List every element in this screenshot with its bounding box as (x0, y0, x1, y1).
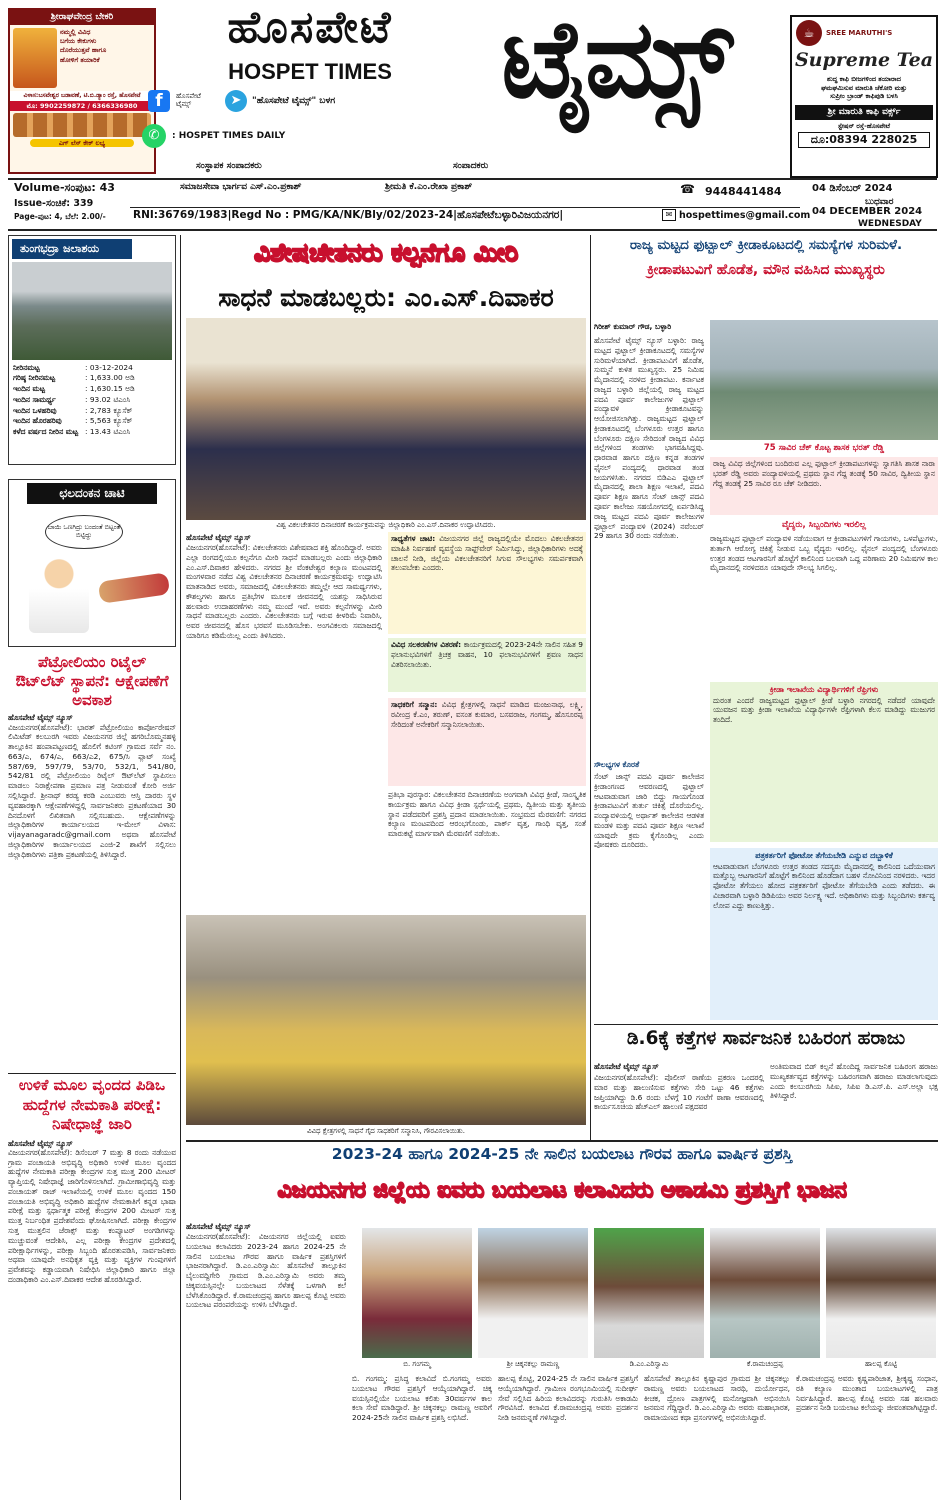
email-icon: ✉ (662, 209, 676, 221)
date-kannada: 04 ಡಿಸೆಂಬರ್ 2024 (812, 183, 893, 194)
tea-title: Supreme Tea (794, 49, 934, 71)
ulike-article (8, 1076, 176, 1500)
telegram-icon[interactable]: ➤ (225, 90, 247, 112)
dam-row (13, 427, 171, 438)
football-box-2-body: ಆಟವಾಡುವಾಗ ಬೆಂಗಳೂರು ಉತ್ತರ ತಂಡದ ಸದಸ್ಯರು ಮೈದಾನದಲ್ಲಿ ಕಾಲಿನಿಂದ ಒದೆಯುವಾಗ ಮತ್ತೊಬ್ಬ ಆಟಗಾರನಿಗೆ ಹೊಟ್ಟೆಗೆ ಕಾಲಿನಿಂದ ಹೊಡೆದಾಗ ಬಹಳ ನೋವಿನಿಂದ ನರಳಿದರು. ಇದರ ಫೋಟೋ ತೆಗೆಯಲು ಹೋದ ಪತ್ರಕರ್ತರಿಗೆ ಫೋಟೋ ತೆಗೆಯಬೇಡಿ ಎಂದು ತಡೆದರು. ಈ ವಿಚಾರವಾಗಿ ಬಳ್ಳಾರಿ ಡಿಡಿಪಿಯು ಅವರ ನಿರ್ಲಕ್ಷ್ಯ ಇದೆ. ಅಧಿಕಾರಿಗಳು ಮತ್ತು ಸಿಬ್ಬಂದಿಗಳು ಕರ್ತವ್ಯ ಲೋಪ ಎದ್ದು ಕಾಣುತ್ತಿತ್ತು. (713, 861, 935, 910)
tea-address: ಸ್ಟೇಷನ್ ರಸ್ತೆ-ಹೊಸಪೇಟೆ (837, 122, 891, 131)
dam-row (13, 416, 171, 427)
bakery-ad-title: ಶ್ರೀರಾಘವೇಂದ್ರ ಬೇಕರಿ (10, 10, 154, 25)
ulike-headline: ಉಳಿಕೆ ಮೂಲ ವೃಂದದ ಪಿಡಿಒ ಹುದ್ದೆಗಳ ನೇಮಕಾತಿ ಪರೀಕ್ಷೆ: ನಿಷೇಧಾಜ್ಞೆ ಜಾರಿ (18, 1076, 166, 1133)
ulike-body: ವಿಜಯನಗರ(ಹೊಸಪೇಟೆ): ಡಿಸೆಂಬರ್ 7 ಮತ್ತು 8 ರಂದು ನಡೆಯುವ ಗ್ರಾಮ ಪಂಚಾಯತಿ ಅಭಿವೃದ್ಧಿ ಅಧಿಕಾರಿ ಉಳಿಕೆ ಮೂಲ ವೃಂದದ ಹುದ್ದೆಗಳ ನೇಮಕಾತಿ ಪರೀಕ್ಷಾ ಕೇಂದ್ರಗಳ ಸುತ್ತ ಮುತ್ತ 200 ಮೀಟರ್ ವ್ಯಾಪ್ತಿಯಲ್ಲಿ ನಿಷೇಧಾಜ್ಞೆ ಜಾರಿಗೊಳಿಸಲಾಗಿದೆ. ಗ್ರಾಮೀಣಾಭಿವೃದ್ಧಿ ಮತ್ತು ಪಂಚಾಯತ್ ರಾಜ್ ಇಲಾಖೆಯಲ್ಲಿ ಉಳಿಕೆ ಮೂಲ ವೃಂದದ 150 ಪಂಚಾಯತಿ ಅಭಿವೃದ್ಧಿ ಅಧಿಕಾರಿ ಹುದ್ದೆಗಳ ನೇಮಕಾತಿಗೆ ಕನ್ನಡ ಭಾಷಾ ಪರೀಕ್ಷೆ ಮತ್ತು ಸ್ಪರ್ಧಾತ್ಮಕ ಪರೀಕ್ಷೆ ಕೇಂದ್ರಗಳ 200 ಮೀಟರ್ ಸುತ್ತ ಮುತ್ತ ನಿರ್ಬಂಧಿತ ಪ್ರದೇಶವೆಂದು ಘೋಷಿಸಲಾಗಿದೆ. ಪರೀಕ್ಷಾ ಕೇಂದ್ರಗಳ ಸುತ್ತ ಮುತ್ತಲಿನ ಜೆರಾಕ್ಸ್ ಮತ್ತು ಕಂಪ್ಯೂಟರ್ ಅಂಗಡಿಗಳನ್ನು ಮುಚ್ಚುವಂತೆ ಆದೇಶಿಸಿ, ಎಲ್ಲ ಪರೀಕ್ಷಾ ಕೇಂದ್ರಗಳ ಪ್ರದೇಶದಲ್ಲಿ ಪರೀಕ್ಷಾರ್ಥಿಗಳನ್ನು, ಪರೀಕ್ಷಾ ಸಿಬ್ಬಂದಿ ಹೊರತುಪಡಿಸಿ, ಸಾರ್ವಜನಿಕರು ಅಥವಾ ಯಾವುದೇ ಅನಧಿಕೃತ ವ್ಯಕ್ತಿ ಮತ್ತು ವ್ಯಕ್ತಿಗಳ ಗುಂಪುಗಳಿಗೆ ಪ್ರವೇಶವನ್ನು ಕಡ್ಡಾಯವಾಗಿ ನಿಷೇಧಿಸಿ ಜಿಲ್ಲಾಧಿಕಾರಿ ಹಾಗೂ ಜಿಲ್ಲಾ ದಂಡಾಧಿಕಾರಿ ಎಂ.ಎಸ್.ದಿವಾಕರ ಆದೇಶ ಹೊರಡಿಸಿದ್ದಾರೆ. (8, 1147, 176, 1284)
petrol-body: ವಿಜಯನಗರ(ಹೊಸಪೇಟೆ): ಭಾರತ್ ಪೆಟ್ರೋಲಿಯಂ ಕಾರ್ಪೋರೇಷನ್ ಲಿಮಿಟೆಡ್ ಕಲಬುರಗಿ ಇವರು ವಿಜಯನಗರ ಜಿಲ್ಲೆ ಹಗರಿಬೊಮ್ಮನಹಳ್ಳಿ ತಾಲ್ಲೂಕಿನ ಹಂಪಾಪಟ್ಟಣದಲ್ಲಿ ಹೊಲಿಗೆ ಕಟಿಂಗ್ ಗ್ರಾಮದ ಸರ್ವೆ ನಂ. 663/ಎ, 674/ಎ, 663/ಎ2, 675/ಸಿ ಪ್ಲಾಟ್ ಸಂಖ್ಯೆ 587/69, 597/79, 53/70, 532/1, 541/80, 542/81 ರಲ್ಲಿ ಪೆಟ್ರೋಲಿಯಂ ರಿಟೈಲ್ ಔಟ್‌ಲೆಟ್ ಸ್ಥಾಪಿಸಲು ಮಾಡಲು ನಿರಾಕ್ಷೇಪಣಾ ಪ್ರಮಾಣ ಪತ್ರ ನೀಡುವಂತೆ ಕೋರಿ ಅರ್ಜಿ ಸಲ್ಲಿಸಿದ್ದಾರೆ. ಶ್ರೀನಾಥ್ ಕರಡ್ಯ ಕರಡಿ ಎಂಬುವರು ಆಸ್ತಿ ದಾರರು ಸ್ಥಳ ವ್ಯವಹಾರಕ್ಕಾಗಿ ಆಕ್ಷೇಪಣೆಗಳಿದ್ದಲ್ಲಿ ಸಾರ್ವಜನಿಕರು ಪ್ರಕಟಣೆಯಾದ 30 ದಿನದೊಳಗೆ ಲಿಖಿತವಾಗಿ ಸಲ್ಲಿಸಬಹುದು. ಆಕ್ಷೇಪಣೆಗಳನ್ನು ಜಿಲ್ಲಾಧಿಕಾರಿಗಳ ಕಾರ್ಯಾಲಯದ ಇ-ಮೇಲ್ ವಿಳಾಸ: vijayanagaradc@gmail.com ಅಥವಾ ಹೊಸಪೇಟೆ ಜಿಲ್ಲಾಧಿಕಾರಿಗಳ ಕಾರ್ಯಾಲಯದ ಎಂಜಿ-2 ಶಾಖೆಗೆ ಸಲ್ಲಿಸಲು ಜಿಲ್ಲಾಧಿಕಾರಿಗಳು ಪತ್ರಿಕಾ ಪ್ರಕಟಣೆಯಲ್ಲಿ ತಿಳಿಸಿದ್ದಾರೆ. (8, 722, 176, 859)
football-check-title: 75 ಸಾವಿರ ಚೆಕ್ ಕೊಟ್ಟ ಶಾಸಕ ಭರತ್ ರೆಡ್ಡಿ (763, 443, 885, 453)
left-bakery-ad (8, 8, 156, 174)
founder-label: ಸಂಸ್ಥಾಪಕ ಸಂಪಾದಕರು (196, 161, 262, 171)
football-col2b: ರಾಜ್ಯಮಟ್ಟದ ಫುಟ್ಬಾಲ್ ಪಂದ್ಯಾವಳಿ ನಡೆಯುವಾಗ ಆ ಕ್ರೀಡಾಪಟುಗಳಿಗೆ ಗಾಯಗಳು, ಒಳಪೆಟ್ಟುಗಳು, ತುರ್ತಾಗಿ ಆರೋಗ್ಯ ಚಿಕಿತ್ಸೆ ನೀಡುವ ಒಬ್ಬ ವೈದ್ಯರು ಇರಲಿಲ್ಲ. ಫೈನಲ್ ಪಂದ್ಯದಲ್ಲಿ ಬೆಂಗಳೂರು ಉತ್ತರ ತಂಡದ ಆಟಗಾರನಿಗೆ ಹೊಟ್ಟೆಗೆ ಕಾಲಿನಿಂದ ಬಲವಾಗಿ ಒದ್ದ ಪರಿಣಾಮ 20 ನಿಮಿಷಗಳ ಕಾಲ ಮೈದಾನದಲ್ಲಿ ನರಳಿದರೂ ಯಾವುದೇ ಸೌಲಭ್ಯ ಸಿಗಲಿಲ್ಲ. (710, 534, 938, 573)
dam-row-label: ಇಂದಿನ ಒಳಹರಿವು (13, 405, 57, 415)
cartoon-figure (29, 559, 89, 633)
lead-box-2-title: ವಿವಿಧ ಸಲಕರಣೆಗಳ ವಿತರಣೆ: (391, 640, 462, 649)
dam-box (8, 235, 176, 465)
football-dateline: ಗಿರೀಶ್ ಕುಮಾರ್ ಗೌಡ, ಬಳ್ಳಾರಿ (594, 322, 672, 331)
football-col1b: ಸೆಂಟ್ ಜಾನ್ಸ್ ಪದವಿ ಪೂರ್ವ ಕಾಲೇಜಿನ ಕ್ರೀಡಾಂಗಣದ ಆವರಣದಲ್ಲಿ ಫುಟ್ಬಾಲ್ ಆಟವಾಡುವಾಗ ಜಾರಿ ಬಿದ್ದು ಗಾಯಗೊಂಡ ಕ್ರೀಡಾಪಟುವಿಗೆ ತುರ್ತು ಚಿಕಿತ್ಸೆ ದೊರೆಯಲಿಲ್ಲ. ಪಂದ್ಯಾವಳಿಯಲ್ಲಿ ಅರ್ಥಾತ್ ಕಾಲೇಜಿನ ಆಡಳಿತ ಮಂಡಳಿ ಮತ್ತು ಪದವಿ ಪೂರ್ವ ಶಿಕ್ಷಣ ಇಲಾಖೆ ಯಾವುದೇ ಕ್ರಮ ಕೈಗೊಂಡಿಲ್ಲ ಎಂದು ಪೋಷಕರು ದೂರಿದರು. (594, 772, 704, 850)
dam-row-value: : 1,633.00 ಅಡಿ (85, 373, 135, 383)
lead-photo-2-caption: ವಿವಿಧ ಕ್ಷೇತ್ರಗಳಲ್ಲಿ ಸಾಧನೆ ಗೈದ ಸಾಧಕರಿಗೆ ಸನ್ಮಾನಿಸಿ, ಗೌರವಿಸಲಾಯಿತು. (306, 1127, 466, 1135)
auction-col1: ವಿಜಯನಗರ(ಹೊಸಪೇಟೆ): ಪೊಲೀಸ್ ಠಾಣೆಯ ಪ್ರಕರಣ ಒಂದರಲ್ಲಿ ಮಾರ ಮತ್ತು ಹಾಲುಣಿಸುವ ಕತ್ತೆಗಳು ಸೇರಿ ಒಟ್ಟು 46 ಕತ್ತೆಗಳು ಜಪ್ತಿಯಾಗಿದ್ದು ಡಿ.6 ರಂದು ಬೆಳಗ್ಗೆ 10 ಗಂಟೆಗೆ ಠಾಣಾ ಆವರಣದಲ್ಲಿ ಕಾರ್ಯಸೂಚಿಯ ಹೆಚ್‌ಎಲ್ ಹಾಲುಣಿ ಪಕ್ಷದವರ (594, 1073, 764, 1112)
lead-col2-body: ಪ್ರತಿಭಾ ಪುರಸ್ಕಾರ: ವಿಕಲಚೇತನರ ದಿನಾಚರಣೆಯ ಅಂಗವಾಗಿ ವಿವಿಧ ಕ್ರೀಡೆ, ಸಾಂಸ್ಕೃತಿಕ ಕಾರ್ಯಕ್ರಮ ಹಾಗೂ ವಿವಿಧ ಕ್ರೀಡಾ ಸ್ಪರ್ಧೆಯಲ್ಲಿ ಪ್ರಥಮ, ದ್ವಿತೀಯ ಮತ್ತು ತೃತೀಯ ಸ್ಥಾನ ಪಡೆದವರಿಗೆ ಪ್ರಶಸ್ತಿ ಪ್ರದಾನ ಮಾಡಲಾಯಿತು. ಸಂಭ್ರಮದ ಮೆರವಣಿಗೆ: ನಗರದ ಕಲ್ಯಾಣ ಮಂಟಪದಿಂದ ಆರಂಭಗೊಂಡು, ಪಾರ್ಕ್ ವೃತ್ತ, ಗಾಂಧಿ ವೃತ್ತ, ಸಂತೆ ಮಾರುಕಟ್ಟೆ ಮಾರ್ಗವಾಗಿ ಮೆರವಣಿಗೆ ನಡೆಯಿತು. (388, 790, 586, 839)
lead-box-2-body: ಕಾರ್ಯಕ್ರಮದಲ್ಲಿ 2023-24ನೇ ಸಾಲಿನ ಸಹಿತ 9 ಫಲಾನುಭವಿಗಳಿಗೆ ತ್ರಿಚಕ್ರ ವಾಹನ, 10 ಫಲಾನುಭವಿಗಳಿಗೆ ಶ್ರವಣ ಸಾಧನ ವಿತರಿಸಲಾಯಿತು. (391, 640, 583, 669)
title-kannada: ಹೊಸಪೇಟೆ (227, 2, 393, 53)
portrait-2-name: ಶ್ರೀ ಚಿಕ್ಕನಕಲ್ಲು ರಾಮಣ್ಣ (506, 1360, 560, 1368)
auction-headline: ಡಿ.6ಕ್ಕೆ ಕತ್ತೆಗಳ ಸಾರ್ವಜನಿಕ ಬಹಿರಂಗ ಹರಾಜು (626, 1028, 906, 1049)
football-box-2 (710, 848, 938, 1020)
lead-dateline: ಹೊಸಪೇಟೆ ಟೈಮ್ಸ್ ನ್ಯೂಸ್ (186, 533, 251, 542)
football-headline-1: ರಾಜ್ಯ ಮಟ್ಟದ ಫುಟ್ಬಾಲ್ ಕ್ರೀಡಾಕೂಟದಲ್ಲಿ ಸಮಸ್ಯೆಗಳ ಸುರಿಮಳೆ. (629, 237, 903, 253)
cartoon-bubble: ಬಾಯಿ ಒಣಗಿದ್ರು ಬಂದಂತೆ ಬಿಟ್ಟಂತೆ ಬಿಟ್ಟಿದ್ದು (45, 515, 123, 549)
lead-headline-1: ವಿಶೇಷಚೇತನರು ಕಲ್ಪನೆಗೂ ಮೀರಿ (253, 238, 519, 267)
founder-name: ಸಮಾಜಸೇವಾ ಭಾರ್ಗವ ಎಸ್.ಎಂ.ಪ್ರಕಾಶ್ (180, 182, 302, 192)
lead-photo-2 (186, 915, 586, 1125)
bakery-line-4: ಹೋಳಿಗೆ ತಯಾರಿಕೆ (60, 55, 100, 64)
ulike-dateline: ಹೊಸಪೇಟೆ ಟೈಮ್ಸ್ ನ್ಯೂಸ್ (8, 1138, 73, 1148)
bakery-line-2: ಬಗೆಯ ಕೇಕುಗಳು (60, 37, 97, 46)
tea-line-1: ಶುದ್ಧ ಕಾಫಿ ಬೀಜಗಳಿಂದ ತಯಾರಾದ (827, 74, 901, 83)
football-box-2-title: ಪತ್ರಕರ್ತರಿಗೆ ಫೋಟೋ ತೆಗೆಯಬೇಡಿ ಎನ್ನುವ ದಬ್ಬಾಳಿಕೆ (755, 851, 893, 860)
dam-row-label: ಇಂದಿನ ಸಾಮರ್ಥ್ಯ (13, 394, 56, 404)
issue: Issue-ಸಂಚಿಕೆ: 339 (14, 198, 94, 209)
lead-photo-caption: ವಿಶ್ವ ವಿಕಲಚೇತನರ ದಿನಾಚರಣೆ ಕಾರ್ಯಕ್ರಮವನ್ನು ಜಿಲ್ಲಾಧಿಕಾರಿ ಎಂ.ಎಸ್.ದಿವಾಕರ ಉದ್ಘಾಟಿಸಿದರು. (276, 521, 496, 529)
whatsapp-label: : HOSPET TIMES DAILY (172, 131, 286, 141)
award-col1: ವಿಜಯನಗರ(ಹೊಸಪೇಟೆ): ವಿಜಯನಗರ ಜಿಲ್ಲೆಯಲ್ಲಿ ಐವರು ಬಯಲಾಟ ಕಲಾವಿದರು 2023-24 ಹಾಗೂ 2024-25 ನೇ ಸಾಲಿನ ಬಯಲಾಟ ಗೌರವ ಹಾಗೂ ವಾರ್ಷಿಕ ಪ್ರಶಸ್ತಿಗಳಿಗೆ ಭಾಜನರಾಗಿದ್ದಾರೆ. ಡಿ.ಎಂ.ಎರಿಸ್ವಾಮಿ: ಹೊಸಪೇಟೆ ತಾಲ್ಲೂಕಿನ ಬೈಲುವದ್ದಿಗೇರಿ ಗ್ರಾಮದ ಡಿ.ಎಂ.ಎರಿಸ್ವಾಮಿ ಅವರು ತಮ್ಮ ಚಿಕ್ಕವಯಸ್ಸಿನಲ್ಲೇ ಬಯಲಾಟದ ಸೆಳೆತಕ್ಕೆ ಒಳಗಾಗಿ ಕಲೆ ಬೆಳೆಸಿಕೊಂಡಿದ್ದಾರೆ. ಕೆ.ರಾಮಚಂದ್ರಪ್ಪ ಹಾಗೂ ಹಾಲಪ್ಪ ಕೊಟ್ಟಿ ಅವರು ಬಯಲಾಟ ಪರಂಪರೆಯನ್ನು ಉಳಿಸಿ ಬೆಳೆಸಿದ್ದಾರೆ. (186, 1232, 346, 1310)
editor-label: ಸಂಪಾದಕರು (453, 161, 489, 171)
dam-row (13, 406, 171, 417)
lead-box-2 (388, 638, 586, 692)
lead-photo (186, 318, 586, 520)
football-box (710, 682, 938, 842)
dam-row-value: : 03-12-2024 (85, 362, 133, 372)
portrait-5-name: ಹಾಲಪ್ಪ ಕೊಟ್ಟಿ (864, 1360, 898, 1368)
dam-row-label: ಕಳೆದ ವರ್ಷದ ನೀರಿನ ಮಟ್ಟ (13, 427, 79, 437)
bakery-phone: ಮೊ: 9902259872 / 6366336980 (10, 101, 154, 111)
dam-row-label: ಇಂದಿನ ಹೊರಹರಿವು (13, 416, 62, 426)
portrait-1 (362, 1228, 472, 1358)
football-col1: ಹೊಸಪೇಟೆ ಟೈಮ್ಸ್ ನ್ಯೂಸ್ ಬಳ್ಳಾರಿ: ರಾಜ್ಯ ಮಟ್ಟದ ಫುಟ್ಬಾಲ್ ಕ್ರೀಡಾಕೂಟದಲ್ಲಿ ಸಮಸ್ಯೆಗಳ ಸುರಿಮಳೆಯಾಗಿದೆ. ಕ್ರೀಡಾಪಟುವಿಗೆ ಹೊಡೆತ, ಸುಮ್ಮನೆ ಕುಳಿತ ಮುಖ್ಯಸ್ಥರು. 25 ನಿಮಿಷ ಮೈದಾನದಲ್ಲಿ ನರಳಿದ ಕ್ರೀಡಾಪಟು. ಕರ್ನಾಟಕ ರಾಜ್ಯದ ಬಳ್ಳಾರಿ ಜಿಲ್ಲೆಯಲ್ಲಿ ರಾಜ್ಯ ಮಟ್ಟದ ಪದವಿ ಪೂರ್ವ ಕಾಲೇಜುಗಳ ಫುಟ್ಬಾಲ್ ಪಂದ್ಯಾವಳಿ ಕ್ರೀಡಾಕೂಟವನ್ನು ಆಯೋಜಿಸಲಾಗಿತ್ತು. ರಾಜ್ಯಮಟ್ಟದ ಫುಟ್ಬಾಲ್ ಕ್ರೀಡಾಕೂಟದಲ್ಲಿ ಬೆಂಗಳೂರು ಉತ್ತರ ಹಾಗೂ ಬೆಂಗಳೂರು ದಕ್ಷಿಣ ಸೇರಿದಂತೆ ರಾಜ್ಯದ ವಿವಿಧ ಜಿಲ್ಲೆಗಳಿಂದ ತಂಡಗಳು ಭಾಗವಹಿಸಿದ್ದವು. ಧಾರವಾಡ ಹಾಗೂ ದಕ್ಷಿಣ ಕನ್ನಡ ತಂಡಗಳ ಫೈನಲ್ ಪಂದ್ಯದಲ್ಲಿ ಧಾರವಾಡ ತಂಡ ಜಯಗಳಿಸಿತು. ನಗರದ ಬಿಡಿಎಎ ಫುಟ್ಬಾಲ್ ಮೈದಾನದಲ್ಲಿ ಶಾಲಾ ಶಿಕ್ಷಣ ಇಲಾಖೆ, ಪದವಿ ಪೂರ್ವ ಶಿಕ್ಷಣ ಹಾಗೂ ಸೆಂಟ್ ಜಾನ್ಸ್ ಪದವಿ ಪೂರ್ವ ಕಾಲೇಜು ಸಹಯೋಗದಲ್ಲಿ ಏರ್ಪಡಿಸಿದ್ದ ರಾಜ್ಯ ಮಟ್ಟದ ಪದವಿ ಪೂರ್ವ ಕಾಲೇಜುಗಳ ಫುಟ್ಬಾಲ್ ಪಂದ್ಯಾವಳಿ (2024) ನವೆಂಬರ್ 29 ಹಾಗೂ 30 ರಂದು ನಡೆಯಿತು. (594, 336, 704, 541)
tea-line-2: ಘಮಘಮಿಸುವ ಮಾರುತಿ ಚೆಕೋರಿ ಮತ್ತು (821, 83, 907, 92)
phone-number: 9448441484 (705, 185, 782, 198)
pages-price: Page-ಪುಟ: 4, ಬೆಲೆ: 2.00/- (14, 212, 106, 221)
bakery-line-1: ನಮ್ಮಲ್ಲಿ ವಿವಿಧ (60, 28, 91, 37)
portrait-4 (710, 1228, 820, 1358)
dam-row (13, 373, 171, 384)
lead-headline-2: ಸಾಧನೆ ಮಾಡಬಲ್ಲರು: ಎಂ.ಎಸ್.ದಿವಾಕರ (218, 283, 554, 312)
dam-row (13, 363, 171, 374)
petrol-dateline: ಹೊಸಪೇಟೆ ಟೈಮ್ಸ್ ನ್ಯೂಸ್ (8, 713, 73, 723)
tea-brand: SREE MARUTHI'S (826, 28, 893, 37)
portrait-5 (826, 1228, 936, 1358)
football-box-body: ದುರಂತ ಎಂದರೆ ರಾಜ್ಯಮಟ್ಟದ ಫುಟ್ಬಾಲ್ ಕ್ರೀಡೆ ಬಳ್ಳಾರಿ ನಗರದಲ್ಲಿ ನಡೆದರೆ ಯಾವುದೇ ಯುವಜನ ಮತ್ತು ಕ್ರೀಡಾ ಇಲಾಖೆಯ ವಿದ್ಯಾರ್ಥಿಗಳೇ ರೆಫ್ರಿಗಳಾಗಿ ಕೆಲಸ ಮಾಡಿದ್ದು ಮುಜುಗರ ತಂದಿದೆ. (713, 695, 935, 725)
lead-box-1 (388, 532, 586, 634)
phone-icon: ☎ (680, 182, 695, 196)
facebook-icon[interactable]: f (148, 90, 170, 112)
tea-company: ಶ್ರೀ ಮಾರುತಿ ಕಾಫಿ ವರ್ಕ್ಸ್ (795, 105, 933, 120)
dam-row (13, 395, 171, 406)
cartoon-arm (98, 572, 170, 604)
bakery-footer: ಎಗ್ ಲೆಸ್ ಕೇಕ್ ಲಭ್ಯ (30, 139, 134, 147)
auction-col2: ಅಂತಿಮವಾದ ಬಿಡ್ ಕಲ್ಪನೆ ಹೊಂದಿದ್ದ ಸಾರ್ವಜನಿಕ ಬಹಿರಂಗ ಹರಾಜು ಮುಖ್ಯಕರ್ತವ್ಯದ ಕತ್ತೆಗಳನ್ನು ಬಹಿರಂಗವಾಗಿ ಹರಾಜು ಮಾಡಲಾಗುವುದು ಎಂದು ಕಲಬುರಗಿಯ ಸಿಪಿಐ, ಸಿಪಿಐ ಡಿ.ಎಸ್.ಪಿ. ಎಸ್.ಅಲ್ಲಾ ಭಕ್ಷ ತಿಳಿಸಿದ್ದಾರೆ. (770, 1062, 938, 1101)
dam-title: ತುಂಗಭದ್ರಾ ಜಲಾಶಯ (12, 239, 132, 259)
lead-col1: ವಿಜಯನಗರ(ಹೊಸಪೇಟೆ): ವಿಕಲಚೇತನರು ವಿಶೇಷವಾದ ಶಕ್ತಿ ಹೊಂದಿದ್ದಾರೆ. ಅವರು ಎಲ್ಲಾ ರಂಗದಲ್ಲಿಯೂ ಕಲ್ಪನೆಗೂ ಮೀರಿ ಸಾಧನೆ ಮಾಡಬಲ್ಲರು ಎಂದು ಜಿಲ್ಲಾಧಿಕಾರಿ ಎಂ.ಎಸ್.ದಿವಾಕರ ಹೇಳಿದರು. ನಗರದ ಶ್ರೀ ವೆಂಕಟೇಶ್ವರ ಕಲ್ಯಾಣ ಮಂಟಪದಲ್ಲಿ ಮಂಗಳವಾರ ನಡೆದ ವಿಶ್ವ ವಿಕಲಚೇತನರ ದಿನಾಚರಣೆ ಕಾರ್ಯಕ್ರಮವನ್ನು ಉದ್ಘಾಟಿಸಿ ಮಾತನಾಡಿದ ಅವರು, ಸಮಾಜದಲ್ಲಿ ವಿಕಲಚೇತನರು ತಮ್ಮಲ್ಲೇ ಆದ ಸಾಮರ್ಥ್ಯಗಳು, ಕೌಶಲ್ಯಗಳು ಹಾಗೂ ಪ್ರತಿಭೆಗಳ ಮೂಲಕ ಜೀವನದಲ್ಲಿ ಯಶಸ್ಸು ಸಾಧಿಸಿರುವ ಹಲವಾರು ಉದಾಹರಣೆಗಳು ನಮ್ಮ ಮುಂದೆ ಇವೆ. ಅವರು ಕಲ್ಪನೆಗಳನ್ನು ಮೀರಿ ಸಾಧನೆ ಮಾಡಬಲ್ಲರು ಎಂದರು. ವಿಕಲಚೇತನರು ಬಗ್ಗೆ ಇರುವ ಕೀಳರಿಮೆ ನಿವಾರಿಸಿ, ಅವರ ಜೀವನದಲ್ಲಿ ಹೊಸ ಭರವಸೆ ಮೂಡಿಸಬೇಕು. ಅಂಗವಿಕಲರು ಸಮಾಜದಲ್ಲಿ ಯಾರಿಗೂ ಕಡಿಮೆಯಿಲ್ಲ ಎಂದು ತಿಳಿಸಿದರು. (186, 543, 382, 640)
dam-row-label: ಗರಿಷ್ಠ ನೀರಿನಮಟ್ಟ (13, 373, 56, 383)
bakery-line-3: ದೊರೆಯುತ್ತವೆ ಹಾಗೂ (60, 46, 107, 55)
tea-cup-icon: ☕ (796, 20, 822, 46)
dam-row (13, 384, 171, 395)
deity-image (13, 28, 57, 88)
portrait-3-name: ಡಿ.ಎಂ.ಎರಿಸ್ವಾಮಿ (629, 1360, 669, 1368)
lead-box-1-title: ಸಾಧ್ಯತೆಗಳ ಚಾಟಿ: (391, 534, 436, 543)
petrol-article (8, 653, 176, 1073)
portrait-2 (478, 1228, 588, 1358)
tea-line-3: ಸುಪ್ರೀಂ ಬ್ರಾಂಡ್ ಕಾಫಿಪುಡಿ ಬಳಸಿ (830, 92, 898, 101)
football-col1b-title: ಸೌಲಭ್ಯಗಳ ಕೊರತೆ (594, 760, 640, 769)
day-english: WEDNESDAY (858, 219, 922, 229)
day-kannada: ಬುಧವಾರ (865, 197, 894, 207)
lead-box-1-body: ವಿಜಯನಗರ ಜಿಲ್ಲೆ ರಾಜ್ಯದಲ್ಲಿಯೇ ಮೊದಲು ವಿಕಲಚೇತನರ ಮಾಹಿತಿ ನಿರ್ವಹಣೆ ವ್ಯವಸ್ಥೆಯ ಸಾಫ್ಟ್‌ವೇರ್ ನಿರ್ಮಿಸಿದ್ದು, ಜಿಲ್ಲಾಧಿಕಾರಿಗಳು ಅದಕ್ಕೆ ಚಾಲನೆ ನೀಡಿ, ಜಿಲ್ಲೆಯ ವಿಕಲಚೇತನರಿಗೆ ಸಿಗುವ ಸೌಲಭ್ಯಗಳು ಸಮರ್ಪಕವಾಗಿ ತಲುಪಬೇಕು ಎಂದರು. (391, 534, 583, 573)
portrait-1-name: ಬಿ. ಗಂಗಮ್ಮ (403, 1360, 431, 1368)
dam-photo (12, 262, 172, 360)
football-photo (710, 320, 938, 440)
title-big-times: ಟೈಮ್ಸ್ (501, 0, 730, 122)
dam-row-label: ನೀರಿನಮಟ್ಟ (13, 362, 40, 372)
dam-row-label: ಇಂದಿನ ಮಟ್ಟ (13, 384, 45, 394)
tea-ad (790, 15, 938, 178)
email[interactable]: hospettimes@gmail.com (679, 210, 811, 221)
dam-row-value: : 13.43 ಟಿಎಂಸಿ (85, 427, 131, 437)
award-headline-1: 2023-24 ಹಾಗೂ 2024-25 ನೇ ಸಾಲಿನ ಬಯಲಾಟ ಗೌರವ ಹಾಗೂ ವಾರ್ಷಿಕ ಪ್ರಶಸ್ತಿ (331, 1145, 793, 1163)
award-col5: ಕೆ.ರಾಮಚಂದ್ರಪ್ಪ ಅವರು ಕೃಷ್ಣಪಾರಿಜಾತ, ಶ್ರೀಕೃಷ್ಣ ಸಂಧಾನ, ರತಿ ಕಲ್ಯಾಣ ಮುಂತಾದ ಬಯಲಾಟಗಳಲ್ಲಿ ಪಾತ್ರ ನಿರ್ವಹಿಸಿದ್ದಾರೆ. ಹಾಲಪ್ಪ ಕೊಟ್ಟಿ ಅವರು ಸಹ ಹಲವಾರು ಪ್ರದರ್ಶನ ನೀಡಿ ಬಯಲಾಟ ಕಲೆಯನ್ನು ಜೀವಂತವಾಗಿಟ್ಟಿದ್ದಾರೆ. (796, 1374, 938, 1413)
facebook-label: ಹೊಸಪೇಟೆ ಟೈಮ್ಸ್ (176, 92, 201, 108)
cartoon-title: ಛಲದಂಕನ ಚಾಟಿ (27, 483, 157, 504)
football-col2b-title: ವೈದ್ಯರು, ಸಿಬ್ಬಂದಿಗಳು ಇರಲಿಲ್ಲ (781, 520, 867, 530)
registration: RNI:36769/1983|Regd No : PMG/KA/NK/Bly/02/2023-24|ಹೊಸಪೇಟೆಬಳ್ಳಾರಿವಿಜಯನಗರ| (133, 209, 564, 221)
date-english: 04 DECEMBER 2024 (812, 206, 923, 217)
football-box-title: ಕ್ರೀಡಾ ಇಲಾಖೆಯ ವಿದ್ಯಾರ್ಥಿಗಳಿಗೆ ರೆಫ್ರಿಗಳು (769, 685, 879, 694)
bakery-address: ವಿಳಾಸ:ಬಸವೇಶ್ವರ ಬಡಾವಣೆ, ಟಿ.ಬಿ.ಡ್ಯಾಂ ರಸ್ತೆ, ಹೊಸಪೇಟೆ (10, 91, 154, 101)
whatsapp-icon[interactable]: ✆ (142, 124, 166, 148)
football-col2: ರಾಜ್ಯ ವಿವಿಧ ಜಿಲ್ಲೆಗಳಿಂದ ಬಂದಿರುವ ಎಲ್ಲ ಫುಟ್ಬಾಲ್ ಕ್ರೀಡಾಪಟುಗಳನ್ನು ಸ್ವಾಗತಿಸಿ ಶಾಸಕ ನಾರಾ ಭರತ್ ರೆಡ್ಡಿ ಅವರು ಪಂದ್ಯಾವಳಿಯಲ್ಲಿ ಪ್ರಥಮ ಸ್ಥಾನ ಗೆದ್ದ ತಂಡಕ್ಕೆ 50 ಸಾವಿರ, ದ್ವಿತೀಯ ಸ್ಥಾನ ಗೆದ್ದ ತಂಡಕ್ಕೆ 25 ಸಾವಿರ ರೂ ಚೆಕ್ ನೀಡಿದರು. (710, 457, 938, 515)
bakery-sweets-image (13, 113, 151, 137)
tea-phone: ದೂ:08394 228025 (798, 132, 930, 148)
award-col4: ಹೊಸಪೇಟೆ ತಾಲ್ಲೂಕಿನ ಕೃಷ್ಣಾಪುರ ಗ್ರಾಮದ ಶ್ರೀ ಚಿಕ್ಕನಕಲ್ಲು ರಾಮಣ್ಣ ಅವರು ಬಯಲಾಟದ ಸಾರಥಿ, ದುರ್ಯೋಧನ, ಕೀಚಕ, ದ್ರೋಣ ಪಾತ್ರಗಳಲ್ಲಿ ಮನೋಜ್ಞವಾಗಿ ಅಭಿನಯಿಸಿ ಜನಮನ ಗೆದ್ದಿದ್ದಾರೆ. ಡಿ.ಎಂ.ಎರಿಸ್ವಾಮಿ ಅವರು ಮಹಾಭಾರತ, ರಾಮಾಯಣದ ಕಥಾ ಪ್ರಸಂಗಗಳಲ್ಲಿ ಅಭಿನಯಿಸಿದ್ದಾರೆ. (644, 1374, 790, 1423)
volume: Volume-ಸಂಪುಟ: 43 (14, 181, 115, 194)
dam-row-value: : 1,630.15 ಅಡಿ (85, 384, 135, 394)
dam-row-value: : 93.02 ಟಿಎಂಸಿ (85, 394, 131, 404)
title-english: HOSPET TIMES (228, 59, 392, 84)
lead-box-3-body: ವಿವಿಧ ಕ್ಷೇತ್ರಗಳಲ್ಲಿ ಸಾಧನೆ ಮಾಡಿದ ಮಂಜುನಾಥ, ಲಕ್ಷ್ಮಿ, ರವೀಂದ್ರ ಕೆ.ಎಂ, ತರುಣ್, ವಸಂತ ಕುಮಾರ, ಬಸವರಾಜ, ಗಂಗಮ್ಮ, ಹೊಸೂರಪ್ಪ ಸೇರಿದಂತೆ ಅನೇಕರಿಗೆ ಸನ್ಮಾನಿಸಲಾಯಿತು. (391, 700, 583, 729)
portrait-4-name: ಕೆ.ರಾಮಚಂದ್ರಪ್ಪ (746, 1360, 784, 1368)
lead-box-3 (388, 698, 586, 786)
telegram-label: "ಹೊಸಪೇಟೆ ಟೈಮ್ಸ್" ಬಳಗ (252, 96, 336, 106)
auction-dateline: ಹೊಸಪೇಟೆ ಟೈಮ್ಸ್ ನ್ಯೂಸ್ (594, 1062, 659, 1071)
award-dateline: ಹೊಸಪೇಟೆ ಟೈಮ್ಸ್ ನ್ಯೂಸ್ (186, 1222, 251, 1231)
dam-row-value: : 2,783 ಕ್ಯೂಸೆಕ್ (85, 405, 133, 415)
lead-box-3-title: ಸಾಧಕರಿಗೆ ಸನ್ಮಾನ: (391, 700, 438, 709)
award-col3: ಹಾಲಪ್ಪ ಕೊಟ್ಟಿ, 2024-25 ನೇ ಸಾಲಿನ ವಾರ್ಷಿಕ ಪ್ರಶಸ್ತಿಗೆ ಆಯ್ಕೆಯಾಗಿದ್ದಾರೆ. ಗ್ರಾಮೀಣ ರಂಗಭೂಮಿಯಲ್ಲಿ ಸುದೀರ್ಘ ಸೇವೆ ಸಲ್ಲಿಸಿದ ಹಿರಿಯ ಕಲಾವಿದರನ್ನು ಗುರುತಿಸಿ ಅಕಾಡಮಿ ಗೌರವಿಸಿದೆ. ಕಲಾವಿದ ಕೆ.ರಾಮಚಂದ್ರಪ್ಪ ಅವರು ಪ್ರದರ್ಶನ ನೀಡಿ ಜನಮನ್ನಣೆ ಗಳಿಸಿದ್ದಾರೆ. (498, 1374, 638, 1423)
award-headline-2: ವಿಜಯನಗರ ಜಿಲ್ಲೆಯ ಐವರು ಬಯಲಾಟ ಕಲಾವಿದರು ಅಕಾಡಮಿ ಪ್ರಶಸ್ತಿಗೆ ಭಾಜನ (277, 1178, 847, 1203)
petrol-headline: ಪೆಟ್ರೋಲಿಯಂ ರಿಟೈಲ್ ಔಟ್‌ಲೆಟ್ ಸ್ಥಾಪನೆ: ಆಕ್ಷೇಪಣೆಗೆ ಅವಕಾಶ (15, 653, 169, 709)
cartoon-box (8, 479, 176, 647)
award-col2: ಬಿ. ಗಂಗಮ್ಮ: ಪ್ರಸಿದ್ಧ ಕಲಾವಿದೆ ಬಿ.ಗಂಗಮ್ಮ ಅವರು ಬಯಲಾಟ ಗೌರವ ಪ್ರಶಸ್ತಿಗೆ ಆಯ್ಕೆಯಾಗಿದ್ದಾರೆ. ಚಿಕ್ಕ ವಯಸ್ಸಿನಲ್ಲಿಯೇ ಬಯಲಾಟ ಕಲಿತು 30ವರ್ಷಗಳ ಕಾಲ ಕಲಾ ಸೇವೆ ಮಾಡಿದ್ದಾರೆ. ಶ್ರೀ ಚಿಕ್ಕನಕಲ್ಲು ರಾಮಣ್ಣ ಅವರಿಗೆ 2024-25ನೇ ಸಾಲಿನ ವಾರ್ಷಿಕ ಪ್ರಶಸ್ತಿ ಲಭಿಸಿದೆ. (352, 1374, 492, 1423)
football-headline-2: ಕ್ರೀಡಾಪಟುವಿಗೆ ಹೊಡೆತ, ಮೌನ ವಹಿಸಿದ ಮುಖ್ಯಸ್ಥರು (647, 262, 885, 278)
dam-row-value: : 5,563 ಕ್ಯೂಸೆಕ್ (85, 416, 133, 426)
editor-name: ಶ್ರೀಮತಿ ಕೆ.ಎಂ.ರೇಖಾ ಪ್ರಕಾಶ್ (385, 182, 473, 192)
portrait-3 (594, 1228, 704, 1358)
